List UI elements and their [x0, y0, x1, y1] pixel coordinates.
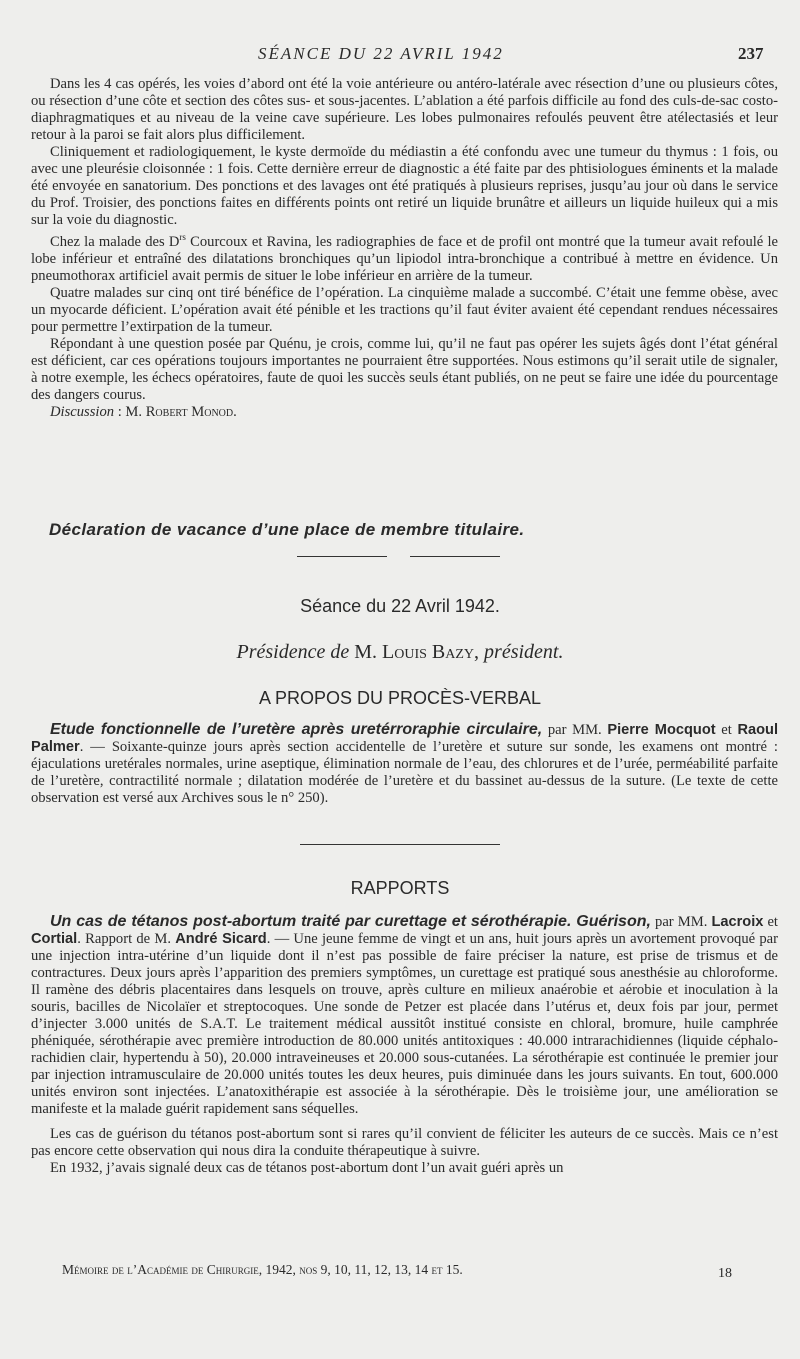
paragraph-start: Chez la malade des D [50, 233, 180, 250]
presidency-line [0, 641, 800, 664]
signature-mark: 18 [718, 1266, 732, 1281]
discussion-sep: : M. [114, 403, 146, 420]
superscript: rs [179, 232, 186, 242]
paragraph [31, 721, 778, 807]
paragraph [31, 913, 778, 1118]
running-title: SÉANCE DU 22 AVRIL 1942 [258, 44, 504, 63]
paragraph [31, 229, 778, 285]
article-text: . — Soixante-quinze jours après section accidentelle de l’uretère et suture sur sonde, les examens ont montré : éjaculations uretérales normales, urine aseptique, élimination normale de l’eau, des chlorures et de l’urée, perméabilité parfaite de l’uretère, contractilité normale ; dilatation modérée de l’uretère et du bassinet au-dessus de la suture. (Le texte de cette observation est versé aux Archives sous le n° 250). [31, 739, 778, 806]
tetanos-article [31, 913, 778, 1177]
paragraph-rest: Courcoux et Ravina, les radiographies de face et de profil ont montré que la tumeur avait refoulé le lobe inférieur et entraîné des dilatations bronchiques qu’un lipiodol intra-bronchique a contribué à mettre en évidence. Un pneumothorax artificiel avait permis de situer le lobe inférieur en arrière de la tumeur. [31, 233, 778, 284]
author-name: Raoul Palmer [31, 722, 778, 755]
article-text: . — Une jeune femme de vingt et un ans, huit jours après un avortement provoqué par une injection intra-utérine d’un liquide dont il n’est pas possible de faire préciser la nature, est prise de trismus et de contractures. Deux jours après l’apparition des premiers symptômes, un curettage est pratiqué sous anesthésie au chloroforme. Il ramène des débris placentaires dans lesquels on trouve, après culture en milieux anaérobie et aérobie et inoculation à la souris, bacilles de Nicolaïer et streptocoques. Une sonde de Petzer est placée dans l’utérus et, deux fois par jour, permet d’injecter 3.000 unités de S.A.T. Le traitement médical aussitôt institué consiste en chloral, bromure, huile camphrée phéniquée, sérothérapie avec première introduction de 80.000 unités antitoxiques : 40.000 intrarachidiennes (liquide céphalo-rachidien clair, hypertendu à 50), 20.000 intraveineuses et 20.000 sous-cutanées. La sérothérapie est continuée le premier jour par injection intramusculaire de 20.000 unités toutes les deux heures, puis diminuée dans les jours suivants. En tout, 600.000 unités environ sont injectées. L’anatoxithérapie est associée à la sérothérapie. Dès le troisième jour, une amélioration se manifeste et la malade guérit rapidement sans séquelles. [31, 931, 778, 1117]
running-header [0, 44, 800, 68]
article-rapport: . Rapport de M. [77, 931, 176, 947]
presidency-post: président. [479, 641, 564, 663]
page-number: 237 [738, 44, 764, 63]
article-et: et [763, 914, 778, 930]
uretere-article [31, 721, 778, 807]
article-par: par MM. [650, 914, 712, 930]
presidency-pre: Présidence de [236, 641, 350, 663]
declaration-heading: Déclaration de vacance d’une place de membre titulaire. [49, 520, 525, 539]
separator-rule [300, 844, 500, 845]
paragraph: Répondant à une question posée par Quénu, je crois, comme lui, qu’il ne faut pas opérer les sujets âgés dont l’état général est déficient, car ces opérations toujours importantes ne pourraient être supportées. Nous estimons qu’il serait utile de signaler, à notre exemple, les échecs opératoires, faute de quoi les succès seuls étant publiés, on ne peut se faire une idée du pourcentage des dangers courus. [31, 335, 778, 403]
discussion-line [31, 404, 778, 421]
continued-article [31, 76, 778, 421]
article-title: Etude fonctionnelle de l’uretère après uretérroraphie circulaire, [50, 721, 543, 738]
article-par: par MM. [542, 722, 608, 738]
paragraph: Quatre malades sur cinq ont tiré bénéfice de l’opération. La cinquième malade a succombé. C’était une femme obèse, avec un myocarde déficient. L’opération avait été pénible et les tractions qu’il faut éviter avaient été cependant rendues nécessaires pour permettre l’extirpation de la tumeur. [31, 284, 778, 335]
discussion-label: Discussion [50, 403, 115, 420]
discussion-end: . [233, 403, 237, 420]
paragraph: En 1932, j’avais signalé deux cas de tétanos post-abortum dont l’un avait guéri après un [50, 1160, 564, 1176]
president-name: M. Louis Bazy, [349, 641, 480, 663]
article-title: Un cas de tétanos post-abortum traité par curettage et sérothérapie. Guérison, [50, 913, 651, 930]
session-title: Séance du 22 Avril 1942. [300, 596, 500, 616]
author-name: Lacroix [711, 914, 764, 930]
section-heading-rapports: RAPPORTS [350, 878, 450, 898]
page-footer [62, 1262, 772, 1281]
discussion-name: Robert Monod [145, 403, 234, 420]
footer-citation: Mémoire de l’Académie de Chirurgie, 1942, nos 9, 10, 11, 12, 13, 14 et 15. [62, 1262, 463, 1277]
section-heading-proces-verbal: A PROPOS DU PROCÈS-VERBAL [258, 688, 542, 708]
paragraph: Dans les 4 cas opérés, les voies d’abord ont été la voie antérieure ou antéro-latérale avec résection d’une ou plusieurs côtes, ou résection d’une côte et section des côtes sus- et sous-jacentes. L’ablation a été parfois difficile au fond des culs-de-sac costo-diaphragmatiques et au niveau de la veine cave supérieure. Les lobes pulmonaires refoulés peuvent être atélectasiés et leur retour à la paroi se fait alors plus difficilement. [31, 76, 778, 143]
article-et: et [715, 722, 738, 738]
rapporteur-name: André Sicard [175, 931, 267, 947]
paragraph: Cliniquement et radiologiquement, le kyste dermoïde du médiastin a été confondu avec une tumeur du thymus : 1 fois, ou avec une pleurésie cloisonnée : 1 fois. Cette dernière erreur de diagnostic a été faite par des phtisiologues éminents et la malade été envoyée en sanatorium. Des ponctions et des lavages ont été pratiqués à plusieurs reprises, jusqu’au jour où dans le service du Prof. Troisier, des ponctions faites en différents points ont retiré un liquide brunâtre et ailleurs un liquide huileux qui a mis sur la voie du diagnostic. [31, 144, 778, 228]
separator-rule [297, 556, 387, 557]
paragraph: Les cas de guérison du tétanos post-abortum sont si rares qu’il convient de féliciter les auteurs de ce succès. Mais ce n’est pas encore cette observation qui nous dira la conduite thérapeutique à suivre. [31, 1126, 778, 1159]
author-name: Pierre Mocquot [607, 722, 716, 738]
separator-rule [410, 556, 500, 557]
author-name: Cortial [31, 931, 78, 947]
